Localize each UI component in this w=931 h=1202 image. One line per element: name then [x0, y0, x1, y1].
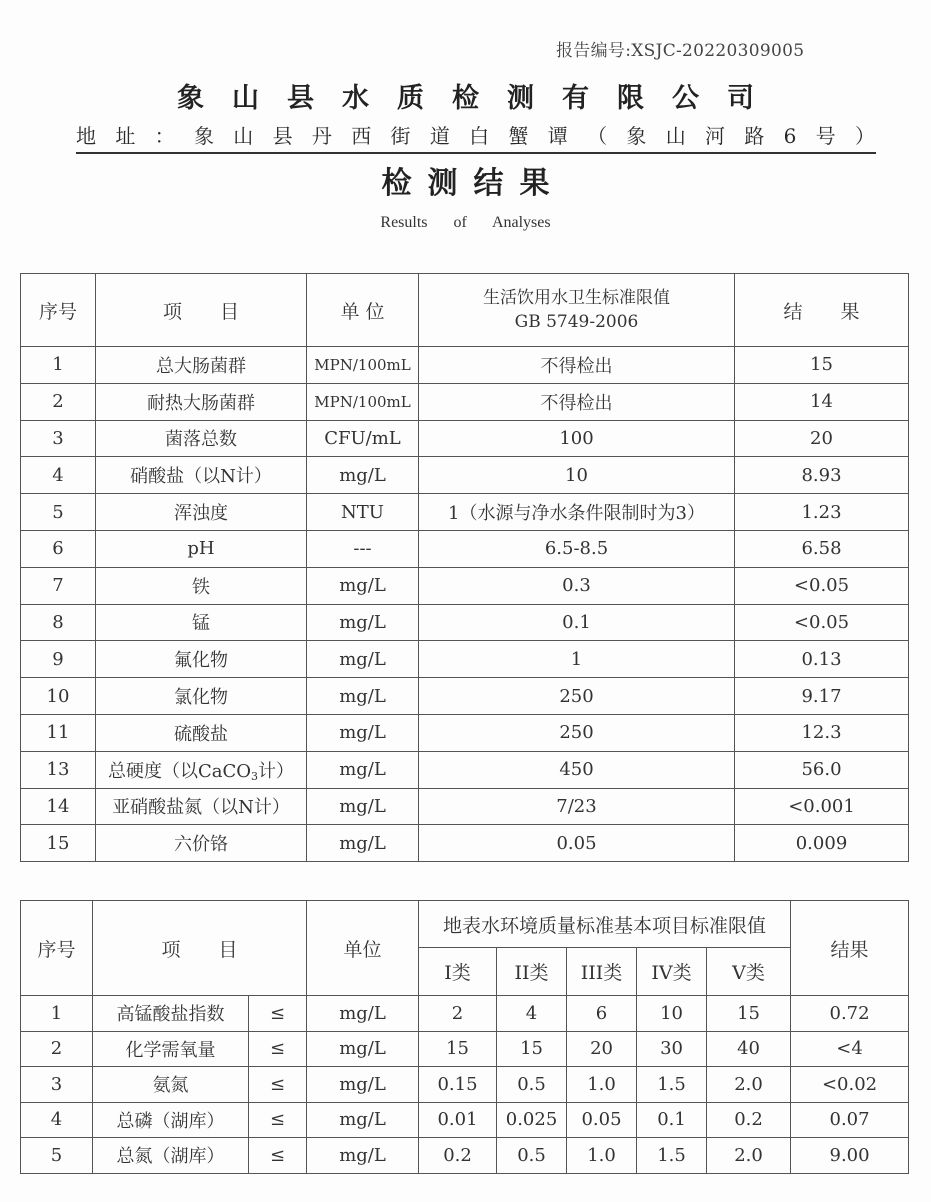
cell-item: 硫酸盐	[96, 714, 307, 751]
cell-result: 20	[735, 420, 909, 457]
cell-class-4: 1.5	[637, 1138, 707, 1174]
cell-item: 氨氮	[93, 1067, 249, 1103]
item-subscript: 3	[251, 769, 259, 783]
company-address: 地址：象山县丹西街道白蟹谭（象山河路6号）	[76, 120, 876, 154]
cell-class-4: 10	[637, 996, 707, 1032]
cell-item: 亚硝酸盐氮（以N计）	[96, 788, 307, 825]
cell-result: 56.0	[735, 751, 909, 788]
cell-limit: 不得检出	[419, 347, 735, 384]
cell-result: 15	[735, 347, 909, 384]
cell-class-2: 0.025	[497, 1102, 567, 1138]
cell-item: 菌落总数	[96, 420, 307, 457]
cell-operator: ≤	[249, 1031, 307, 1067]
cell-unit: ---	[307, 530, 419, 567]
col-header-standard: 地表水环境质量标准基本项目标准限值	[419, 901, 791, 948]
cell-class-1: 15	[419, 1031, 497, 1067]
cell-operator: ≤	[249, 1067, 307, 1103]
cell-item: 化学需氧量	[93, 1031, 249, 1067]
table-row	[21, 1138, 909, 1174]
col-header-no: 序号	[21, 901, 93, 996]
cell-class-1: 0.15	[419, 1067, 497, 1103]
cell-result: 8.93	[735, 457, 909, 494]
cell-item: pH	[96, 530, 307, 567]
cell-limit: 不得检出	[419, 383, 735, 420]
cell-unit: MPN/100mL	[307, 347, 419, 384]
cell-item: 氟化物	[96, 641, 307, 678]
cell-no: 2	[21, 383, 96, 420]
cell-class-5: 15	[707, 996, 791, 1032]
col-header-class-1: I类	[419, 948, 497, 996]
table-row	[21, 1102, 909, 1138]
cell-unit: mg/L	[307, 457, 419, 494]
cell-result: 0.009	[735, 825, 909, 862]
cell-result: 0.72	[791, 996, 909, 1032]
company-name: 象山县水质检测有限公司	[177, 83, 782, 114]
cell-unit: mg/L	[307, 714, 419, 751]
table-header-row	[21, 901, 909, 948]
page-subtitle: Results of Analyses	[380, 214, 551, 231]
cell-result: 0.13	[735, 641, 909, 678]
cell-class-5: 2.0	[707, 1138, 791, 1174]
cell-unit: NTU	[307, 494, 419, 531]
cell-unit: mg/L	[307, 1102, 419, 1138]
cell-result: <0.05	[735, 604, 909, 641]
cell-class-3: 1.0	[567, 1067, 637, 1103]
cell-class-3: 1.0	[567, 1138, 637, 1174]
cell-limit: 0.1	[419, 604, 735, 641]
cell-no: 1	[21, 347, 96, 384]
cell-no: 8	[21, 604, 96, 641]
cell-class-3: 20	[567, 1031, 637, 1067]
cell-no: 4	[21, 457, 96, 494]
cell-result: <0.02	[791, 1067, 909, 1103]
cell-no: 5	[21, 1138, 93, 1174]
cell-result: 9.17	[735, 678, 909, 715]
cell-unit: mg/L	[307, 996, 419, 1032]
cell-result: <4	[791, 1031, 909, 1067]
cell-no: 10	[21, 678, 96, 715]
table-header-row	[21, 274, 909, 347]
standard-title: 生活饮用水卫生标准限值	[483, 288, 670, 308]
table-row	[21, 457, 909, 494]
cell-limit: 1	[419, 641, 735, 678]
cell-class-2: 0.5	[497, 1067, 567, 1103]
cell-limit: 1（水源与净水条件限制时为3）	[419, 494, 735, 531]
cell-class-3: 0.05	[567, 1102, 637, 1138]
cell-limit: 450	[419, 751, 735, 788]
surface-water-results-table	[20, 900, 909, 1174]
col-header-class-2: II类	[497, 948, 567, 996]
table-row	[21, 1067, 909, 1103]
item-text: 总硬度（以CaCO	[107, 760, 252, 782]
page-title: 检测结果	[381, 166, 566, 201]
col-header-item: 项 目	[96, 274, 307, 347]
table-row	[21, 383, 909, 420]
table-row	[21, 641, 909, 678]
cell-no: 3	[21, 420, 96, 457]
col-header-unit: 单 位	[307, 274, 419, 347]
table-row	[21, 494, 909, 531]
cell-result: 9.00	[791, 1138, 909, 1174]
cell-unit: CFU/mL	[307, 420, 419, 457]
cell-item	[96, 751, 307, 788]
cell-result: 1.23	[735, 494, 909, 531]
cell-unit: MPN/100mL	[307, 383, 419, 420]
cell-limit: 250	[419, 714, 735, 751]
col-header-result: 结果	[791, 901, 909, 996]
table-row	[21, 1031, 909, 1067]
table-row	[21, 751, 909, 788]
cell-limit: 0.05	[419, 825, 735, 862]
cell-class-2: 15	[497, 1031, 567, 1067]
col-header-class-4: IV类	[637, 948, 707, 996]
col-header-standard	[419, 274, 735, 347]
cell-class-1: 0.2	[419, 1138, 497, 1174]
cell-item: 锰	[96, 604, 307, 641]
cell-unit: mg/L	[307, 751, 419, 788]
cell-unit: mg/L	[307, 567, 419, 604]
col-header-result: 结 果	[735, 274, 909, 347]
cell-class-2: 0.5	[497, 1138, 567, 1174]
table-row	[21, 714, 909, 751]
cell-result: <0.05	[735, 567, 909, 604]
cell-no: 9	[21, 641, 96, 678]
table-row	[21, 530, 909, 567]
table-row	[21, 825, 909, 862]
cell-operator: ≤	[249, 1138, 307, 1174]
cell-result: 0.07	[791, 1102, 909, 1138]
cell-unit: mg/L	[307, 788, 419, 825]
cell-no: 14	[21, 788, 96, 825]
cell-limit: 250	[419, 678, 735, 715]
cell-class-5: 0.2	[707, 1102, 791, 1138]
cell-operator: ≤	[249, 996, 307, 1032]
cell-no: 3	[21, 1067, 93, 1103]
cell-no: 6	[21, 530, 96, 567]
cell-item: 浑浊度	[96, 494, 307, 531]
cell-result: 12.3	[735, 714, 909, 751]
cell-no: 13	[21, 751, 96, 788]
cell-item: 总磷（湖库）	[93, 1102, 249, 1138]
cell-class-4: 1.5	[637, 1067, 707, 1103]
cell-unit: mg/L	[307, 1138, 419, 1174]
cell-limit: 0.3	[419, 567, 735, 604]
col-header-class-3: III类	[567, 948, 637, 996]
cell-item: 总氮（湖库）	[93, 1138, 249, 1174]
col-header-item: 项 目	[93, 901, 307, 996]
table-row	[21, 788, 909, 825]
cell-result: 14	[735, 383, 909, 420]
cell-class-2: 4	[497, 996, 567, 1032]
drinking-water-results-table	[20, 273, 909, 862]
cell-no: 7	[21, 567, 96, 604]
cell-unit: mg/L	[307, 1067, 419, 1103]
cell-class-4: 30	[637, 1031, 707, 1067]
cell-result: 6.58	[735, 530, 909, 567]
cell-item: 六价铬	[96, 825, 307, 862]
cell-no: 5	[21, 494, 96, 531]
cell-no: 15	[21, 825, 96, 862]
cell-class-1: 0.01	[419, 1102, 497, 1138]
cell-unit: mg/L	[307, 678, 419, 715]
cell-item: 高锰酸盐指数	[93, 996, 249, 1032]
cell-item: 硝酸盐（以N计）	[96, 457, 307, 494]
cell-class-5: 40	[707, 1031, 791, 1067]
cell-class-3: 6	[567, 996, 637, 1032]
cell-item: 氯化物	[96, 678, 307, 715]
cell-unit: mg/L	[307, 1031, 419, 1067]
cell-operator: ≤	[249, 1102, 307, 1138]
table-row	[21, 567, 909, 604]
cell-unit: mg/L	[307, 825, 419, 862]
col-header-no: 序号	[21, 274, 96, 347]
table-row	[21, 604, 909, 641]
standard-code: GB 5749-2006	[514, 312, 639, 332]
table-row	[21, 420, 909, 457]
cell-class-1: 2	[419, 996, 497, 1032]
cell-no: 1	[21, 996, 93, 1032]
cell-class-5: 2.0	[707, 1067, 791, 1103]
cell-unit: mg/L	[307, 604, 419, 641]
table-row	[21, 347, 909, 384]
item-text: 计）	[258, 760, 295, 782]
cell-limit: 10	[419, 457, 735, 494]
cell-item: 耐热大肠菌群	[96, 383, 307, 420]
report-number: 报告编号:XSJC-20220309005	[556, 41, 805, 61]
cell-no: 11	[21, 714, 96, 751]
cell-class-4: 0.1	[637, 1102, 707, 1138]
col-header-unit: 单位	[307, 901, 419, 996]
col-header-class-5: V类	[707, 948, 791, 996]
cell-unit: mg/L	[307, 641, 419, 678]
table-row	[21, 678, 909, 715]
cell-no: 4	[21, 1102, 93, 1138]
cell-item: 铁	[96, 567, 307, 604]
cell-no: 2	[21, 1031, 93, 1067]
cell-limit: 6.5-8.5	[419, 530, 735, 567]
cell-limit: 7/23	[419, 788, 735, 825]
cell-limit: 100	[419, 420, 735, 457]
cell-item: 总大肠菌群	[96, 347, 307, 384]
table-row	[21, 996, 909, 1032]
cell-result: <0.001	[735, 788, 909, 825]
